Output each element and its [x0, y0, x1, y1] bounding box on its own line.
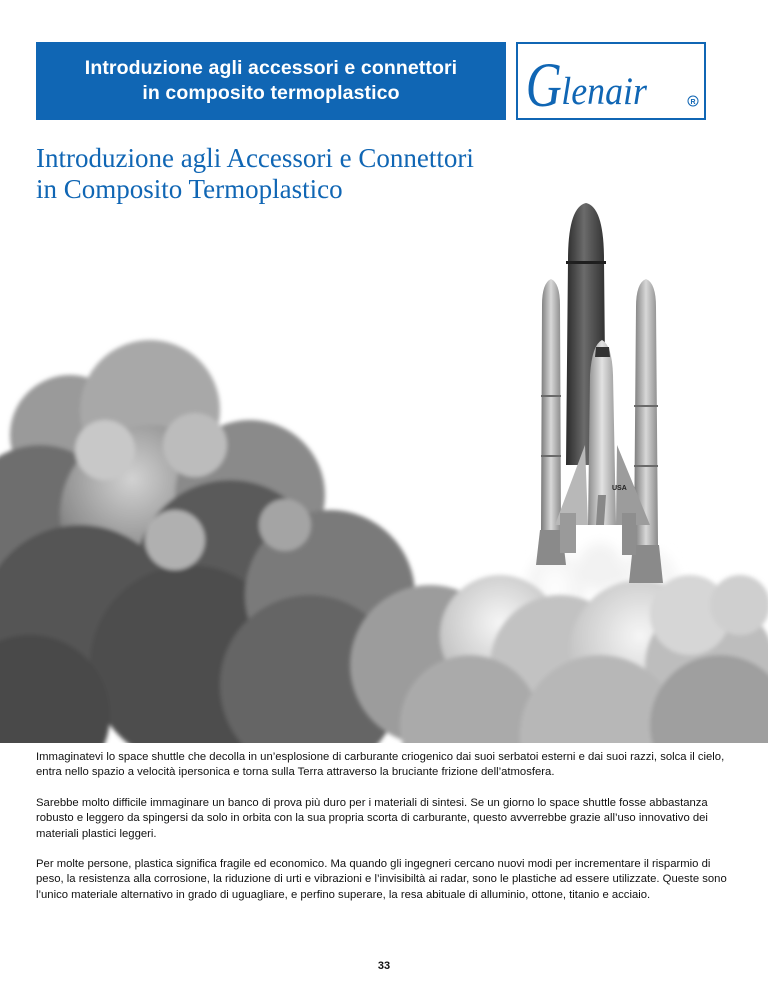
space-shuttle-launch-photo	[0, 195, 768, 743]
paragraph-1: Immaginatevi lo space shuttle che decolla in un’esplosione di carburante criogenico dai suoi serbatoi esterni e dai suoi razzi, solca il cielo, entra nello spazio a velocità ipersonica e torna sulla Terra attraverso la bruciante frizione dell’atmosfera.	[36, 751, 725, 779]
smoke-cloud-right	[350, 575, 768, 743]
section-header-banner	[36, 42, 506, 120]
page-title-line-2: in Composito Termoplastico	[36, 174, 343, 204]
page-number: 33	[377, 960, 391, 972]
glenair-logo	[516, 42, 706, 120]
logo-initial: G	[525, 50, 562, 118]
orbiter-marking: USA	[612, 485, 627, 492]
body-text	[36, 750, 736, 918]
section-header-line-2: in composito termoplastico	[142, 82, 400, 104]
section-header-line-1: Introduzione agli accessori e connettori	[84, 57, 458, 79]
page-title-line-1: Introduzione agli Accessori e Connettori	[36, 143, 474, 173]
paragraph-2: Sarebbe molto difficile immaginare un banco di prova più duro per i materiali di sintesi. Se un giorno lo space shuttle fosse abbastanza robusto e leggero da spingersi da solo in orbita con la sua propria scorta di carburante, questo avverrebbe grazie all’uso innovativo dei materiali plastici leggeri.	[36, 796, 708, 840]
logo-wordmark: lenair	[561, 70, 647, 114]
svg-text:R: R	[690, 99, 696, 106]
paragraph-3: Per molte persone, plastica significa fragile ed economico. Ma quando gli ingegneri cercano nuovi modi per incrementare il risparmio di peso, la resistenza alla corrosione, la riduzione di urti e vibrazioni e l’invisibiltà ai radar, sono le plastiche ad essere utilizzate. Queste sono l’unico materiale alternativo in grado di uguagliare, e perfino superare, la resa abituale di alluminio, ottone, titanio e acciaio.	[36, 858, 727, 901]
glenair-logo-mark	[518, 44, 704, 118]
